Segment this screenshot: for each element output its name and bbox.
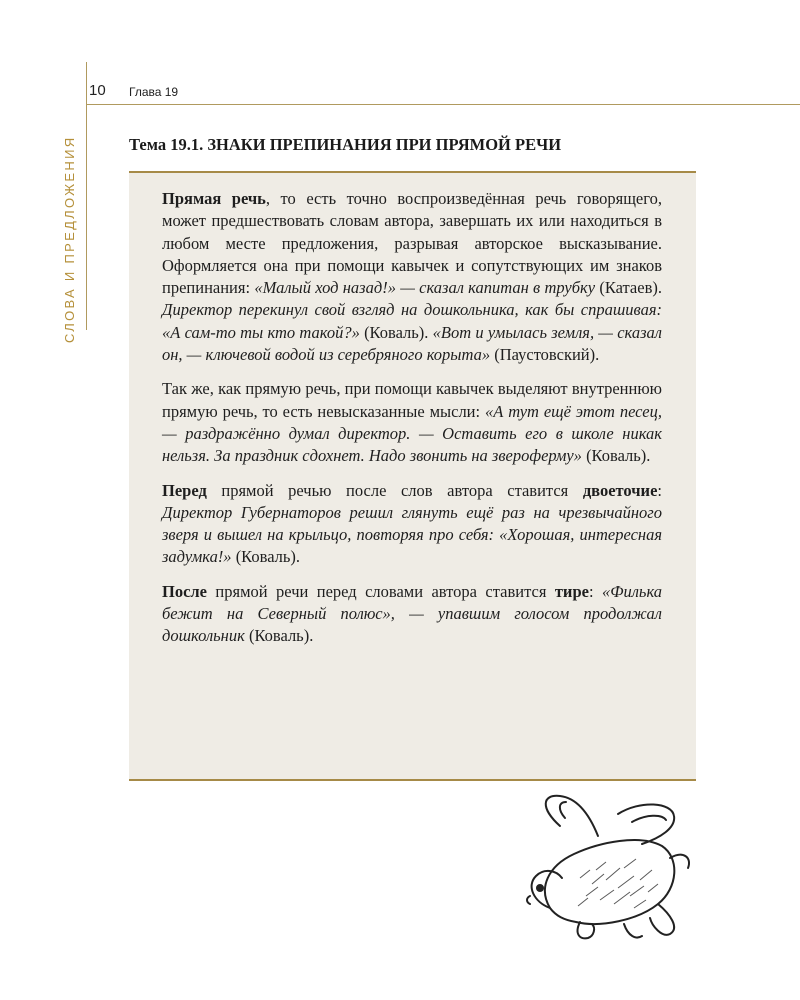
page-number: 10 [89,82,106,99]
text: прямой речи перед словами автора ставится [207,581,555,601]
text: (Паустовский). [490,345,600,365]
paragraph-inner-speech [162,378,662,467]
text: , то есть точно воспроизведённая речь говорящего, может предшествовать словам автора, завершать их или находиться в любом месте предложения, разрывая авторское высказывание. Оформляется она при помощи кавычек и сопутствующих им знаков препинания: [162,189,662,298]
term-before: Перед [162,480,207,500]
example: «А тут ещё этот песец, — раздражённо думал директор. — Оставить его в школе никак нельзя. За праздник сдохнет. Надо звонить на звероферму» [162,401,662,466]
paragraph-direct-speech [162,188,662,366]
text: (Коваль). [359,322,433,342]
example: Директор перекинул свой взгляд на дошкольника, как бы спрашивая: «А сам-то ты кто такой?» [162,300,662,342]
margin-rule-top [86,62,87,104]
term-direct-speech: Прямая речь [162,189,266,208]
text: (Коваль). [244,626,314,646]
example: «Малый ход назад!» — сказал капитан в трубку [254,278,596,298]
text: прямой речью после слов автора ставится [206,480,583,500]
text: (Коваль). [581,446,651,466]
text: (Коваль). [231,547,301,567]
topic-title: Тема 19.1. ЗНАКИ ПРЕПИНАНИЯ ПРИ ПРЯМОЙ РЕЧИ [129,135,562,154]
term-dash: тире [554,581,589,601]
term-after: После [162,581,207,601]
example: Директор Губернаторов решил глянуть ещё раз на чрезвычайного зверя и вышел на крыльцо, повторяя про себя: «Хорошая, интересная задумка!» [162,502,662,567]
term-colon: двоеточие [582,480,658,500]
hare-sketch-icon [520,788,695,950]
paragraph-colon-rule [162,480,662,569]
chapter-label: Глава 19 [129,85,179,99]
section-side-label: СЛОВА И ПРЕДЛОЖЕНИЯ [62,135,77,343]
paragraph-dash-rule [162,581,662,648]
text: (Катаев). [595,278,662,298]
example: «Филька бежит на Северный полюс», — упавшим голосом продолжал дошкольник [162,581,662,646]
header-rule [86,104,800,105]
rule-box [129,171,696,781]
margin-rule-side [86,104,87,330]
text: : [588,581,602,601]
example: «Вот и умылась земля, — сказал он, — ключевой водой из серебряного корыта» [162,322,662,365]
text: Так же, как прямую речь, при помощи кавычек выделяют внутреннюю прямую речь, то есть невысказанные мысли: [162,379,662,421]
text: : [657,480,662,500]
